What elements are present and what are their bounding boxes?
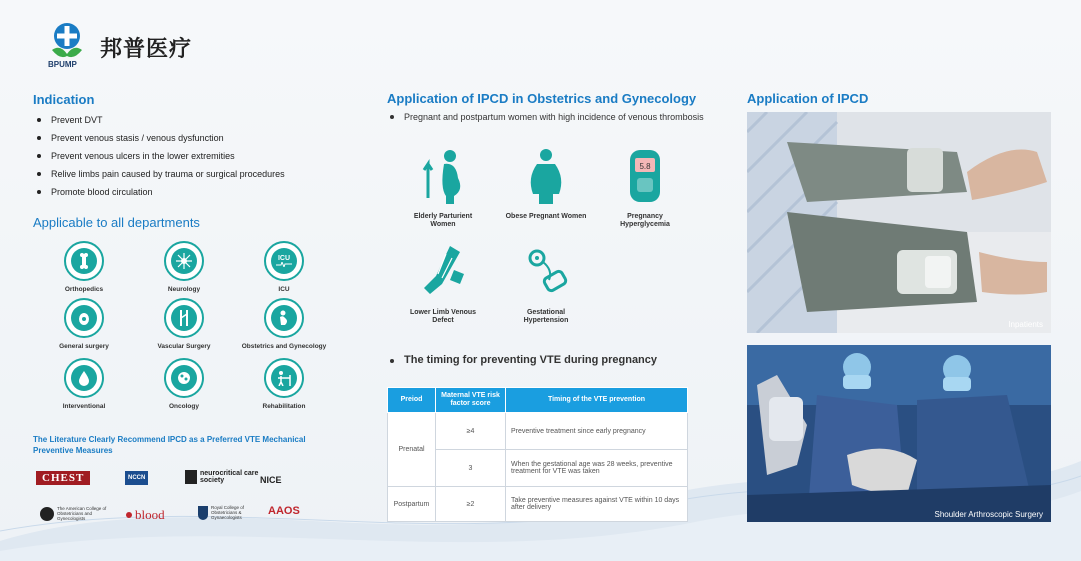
blood-pressure-icon [523, 244, 569, 300]
indication-title: Indication [33, 92, 95, 107]
nice-logo: NICE [260, 475, 282, 485]
table-header: Timing of the VTE prevention [506, 388, 688, 413]
department-vascular-surgery [139, 298, 229, 350]
brand-name-en: BPUMP [48, 60, 77, 69]
condition-lower-limb-venous-defect: Lower Limb Venous Defect [401, 244, 485, 325]
list-item: Promote blood circulation [33, 183, 285, 201]
table-header-row [388, 388, 688, 413]
department-obstetrics [239, 298, 329, 350]
photo-caption: Shoulder Arthroscopic Surgery [934, 510, 1043, 519]
neurology-icon [171, 248, 197, 274]
icu-icon: ICU [271, 248, 297, 274]
vte-timing-title: The timing for preventing VTE during pregnancy [388, 354, 657, 366]
department-neurology [139, 241, 229, 293]
departments-title: Applicable to all departments [33, 215, 200, 230]
department-rehabilitation [239, 358, 329, 410]
literature-title: The Literature Clearly Recommend IPCD as a Preferred VTE Mechanical Preventive Measures [33, 435, 306, 455]
obgyn-subtitle: Pregnant and postpartum women with high incidence of venous thrombosis [388, 112, 734, 122]
table-cell-timing: Preventive treatment since early pregnancy [506, 413, 688, 450]
department-label: General surgery [59, 343, 109, 350]
department-label: Oncology [169, 403, 199, 410]
department-label: Interventional [62, 403, 106, 410]
table-row [388, 413, 688, 450]
svg-text:5.8: 5.8 [639, 162, 651, 171]
obese-pregnant-icon [523, 148, 569, 204]
photo-caption: Inpatients [1008, 320, 1043, 329]
nccn-logo: NCCN [125, 471, 148, 485]
condition-obese-pregnant: Obese Pregnant Women [504, 148, 588, 221]
elderly-parturient-icon [420, 148, 466, 204]
table-cell-score: ≥2 [436, 487, 506, 522]
vascular-surgery-icon [171, 305, 197, 331]
table-cell-score: 3 [436, 450, 506, 487]
obgyn-title: Application of IPCD in Obstetrics and Gynecology [387, 91, 697, 106]
oncology-icon [171, 365, 197, 391]
list-item: Prevent venous stasis / venous dysfunction [33, 129, 285, 147]
blood-logo: blood [126, 507, 165, 523]
department-label: Obstetrics and Gynecology [241, 343, 327, 350]
acog-logo: The American College of Obstetricians and Gynecologists [40, 506, 107, 521]
department-label: Rehabilitation [262, 403, 306, 410]
table-cell-timing: When the gestational age was 28 weeks, preventive treatment for VTE was taken [506, 450, 688, 487]
vte-timing-table [387, 387, 688, 522]
department-orthopedics [39, 241, 129, 293]
table-header: Maternal VTE risk factor score [436, 388, 506, 413]
condition-elderly-parturient: Elderly Parturient Women [401, 148, 485, 229]
glucometer-icon [622, 148, 668, 204]
table-row [388, 487, 688, 522]
interventional-icon [71, 365, 97, 391]
brand-name-cn: 邦普医疗 [100, 36, 193, 61]
rehabilitation-icon [271, 365, 297, 391]
department-interventional [39, 358, 129, 410]
inpatients-photo [747, 112, 1051, 333]
condition-pregnancy-hyperglycemia: 5.8 Pregnancy Hyperglycemia [603, 148, 687, 229]
obstetrics-icon [271, 305, 297, 331]
aaos-logo: AAOS [268, 505, 300, 517]
department-label: Orthopedics [64, 286, 104, 293]
orthopedics-icon [71, 248, 97, 274]
list-item: Prevent DVT [33, 111, 285, 129]
general-surgery-icon [71, 305, 97, 331]
table-cell-period: Prenatal [388, 413, 436, 487]
shoulder-surgery-photo [747, 345, 1051, 522]
table-cell-period: Postpartum [388, 487, 436, 522]
department-label: Vascular Surgery [157, 343, 211, 350]
chest-logo: CHEST [36, 471, 90, 485]
ipcd-title: Application of IPCD [747, 91, 869, 106]
indication-list [33, 111, 285, 201]
rcog-logo: Royal College of Obstetricians & Gynaecologists [198, 505, 261, 520]
department-label: Neurology [167, 286, 201, 293]
table-cell-score: ≥4 [436, 413, 506, 450]
condition-gestational-hypertension: Gestational Hypertension [504, 244, 588, 325]
lower-limb-icon [420, 244, 466, 300]
list-item: Prevent venous ulcers in the lower extremities [33, 147, 285, 165]
department-oncology [139, 358, 229, 410]
table-cell-timing: Take preventive measures against VTE within 10 days after delivery [506, 487, 688, 522]
department-label: ICU [278, 286, 290, 293]
neurocritical-care-logo: neurocritical care society [185, 470, 262, 484]
department-general-surgery [39, 298, 129, 350]
table-header: Preiod [388, 388, 436, 413]
list-item: Relive limbs pain caused by trauma or surgical procedures [33, 165, 285, 183]
department-icu [239, 241, 329, 293]
